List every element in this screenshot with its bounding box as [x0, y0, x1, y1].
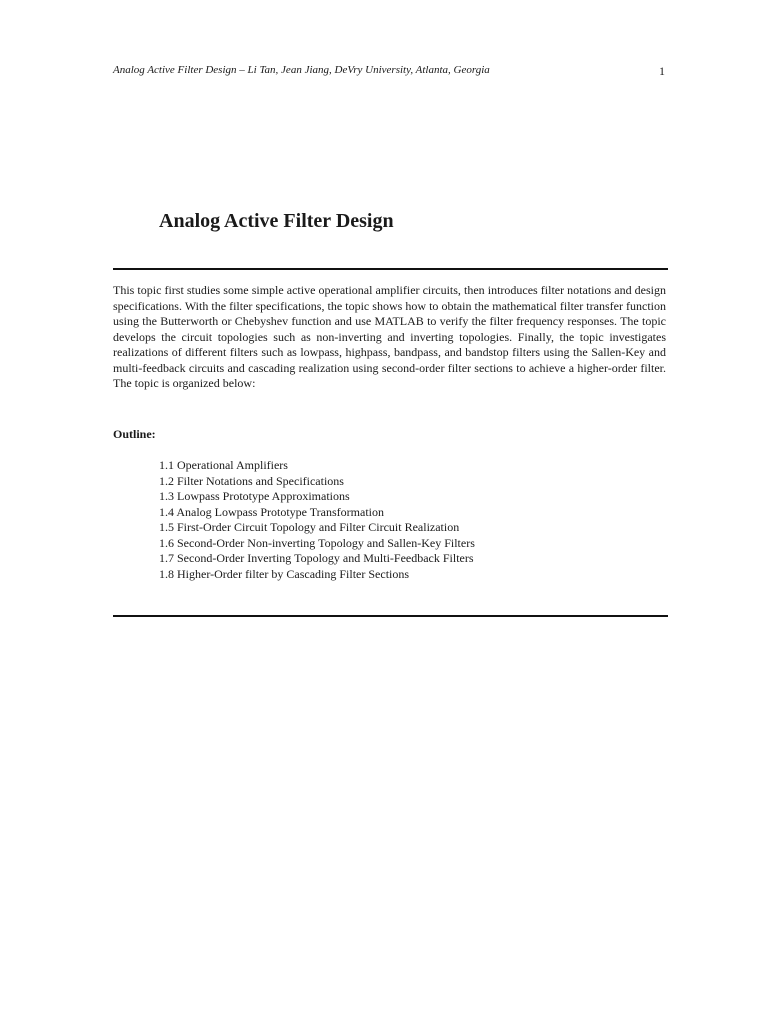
abstract-paragraph: This topic first studies some simple active operational amplifier circuits, then introduces filter notations and design specifications. With the filter specifications, the topic shows how to obtain the mathematical filter transfer function using the Butterworth or Chebyshev function and use MATLAB to verify the filter frequency responses. The topic develops the circuit topologies such as non-inverting and inverting topologies. Finally, the topic investigates realizations of different filters such as lowpass, highpass, bandpass, and bandstop filters using the Sallen-Key and multi-feedback circuits and cascading realization using second-order filter sections to achieve a higher-order filter. The topic is organized below: — [113, 283, 666, 390]
outline-item: 1.8 Higher-Order filter by Cascading Filter Sections — [159, 566, 410, 581]
outline-list — [159, 458, 475, 582]
top-divider — [113, 268, 668, 270]
outline-item: 1.3 Lowpass Prototype Approximations — [159, 489, 350, 503]
running-header — [113, 64, 668, 80]
running-title: Analog Active Filter Design – Li Tan, Jean Jiang, DeVry University, Atlanta, Georgia — [113, 64, 490, 76]
outline-item: 1.5 First-Order Circuit Topology and Filter Circuit Realization — [159, 520, 460, 534]
document-title: Analog Active Filter Design — [159, 210, 394, 232]
outline-item: 1.7 Second-Order Inverting Topology and Multi-Feedback Filters — [159, 551, 474, 565]
page-number: 1 — [659, 64, 665, 78]
outline-heading: Outline: — [113, 427, 156, 441]
outline-item: 1.1 Operational Amplifiers — [159, 458, 288, 472]
bottom-divider — [113, 615, 668, 617]
outline-item: 1.2 Filter Notations and Specifications — [159, 473, 344, 488]
outline-item: 1.6 Second-Order Non-inverting Topology and Sallen-Key Filters — [159, 535, 475, 550]
outline-item: 1.4 Analog Lowpass Prototype Transformation — [159, 504, 384, 519]
